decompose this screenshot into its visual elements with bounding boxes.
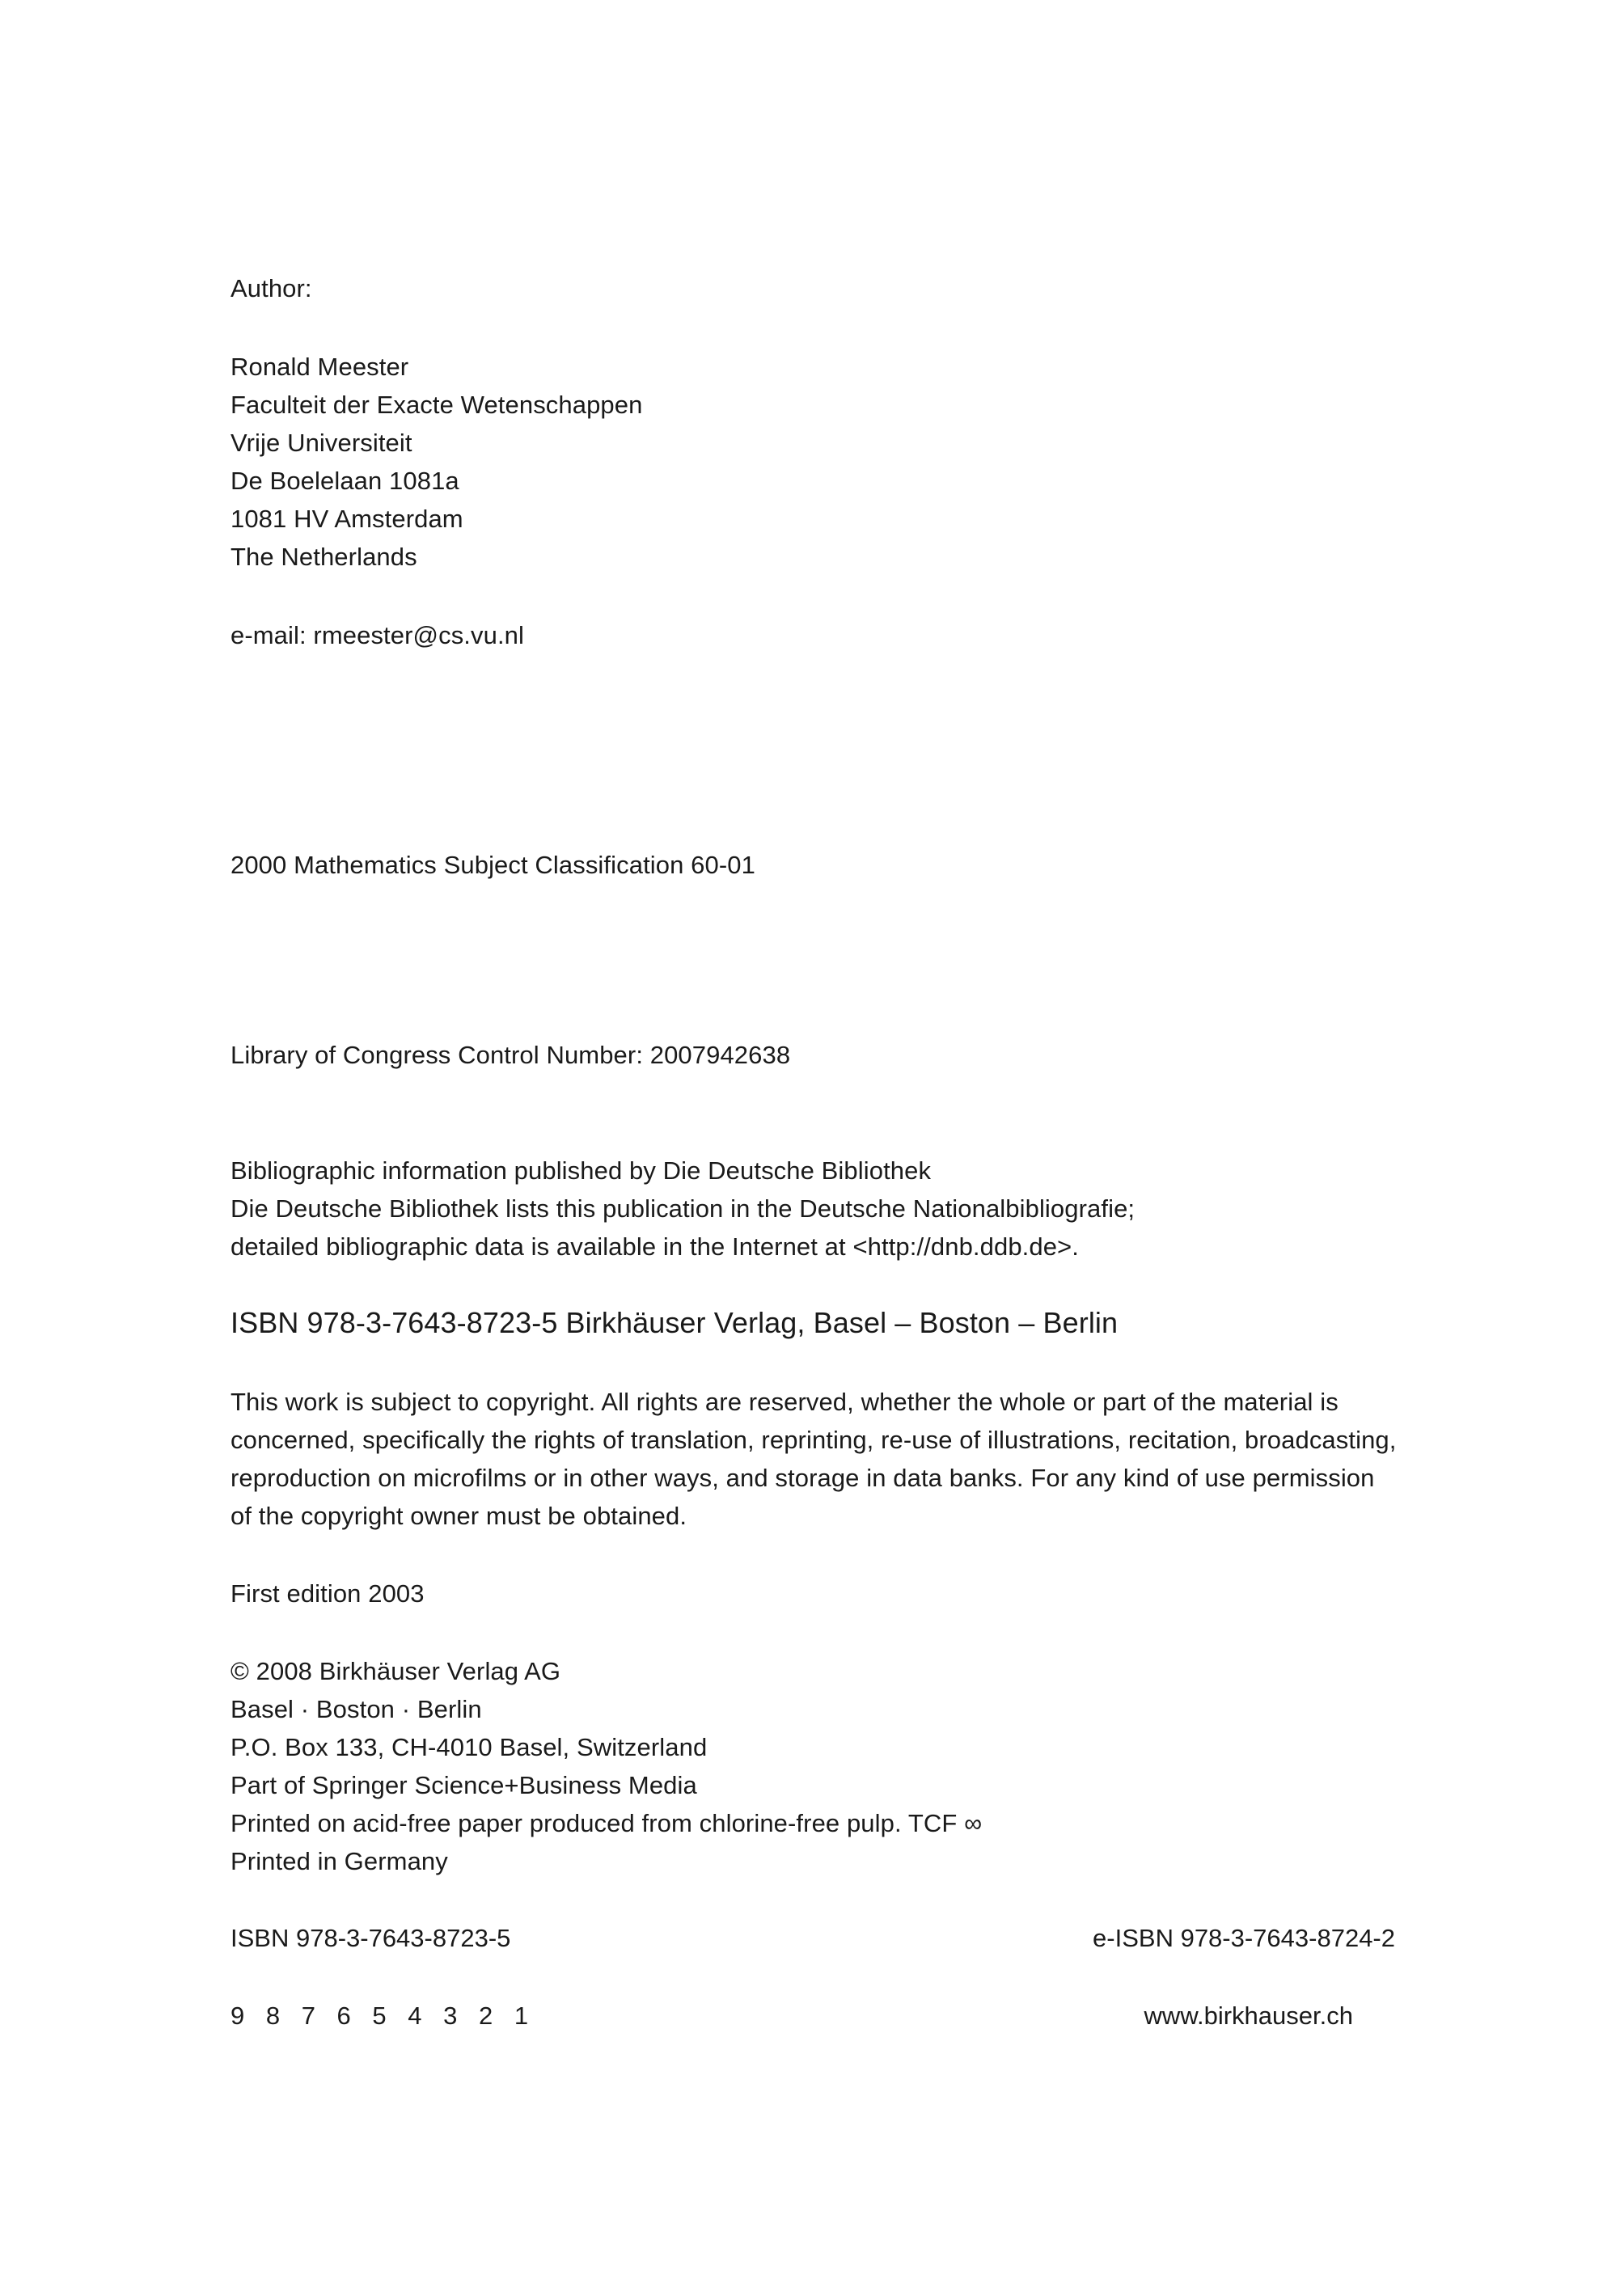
printline-row: [230, 1997, 1395, 2035]
isbn-main: ISBN 978-3-7643-8723-5 Birkhäuser Verlag, Basel – Boston – Berlin: [230, 1306, 1119, 1339]
author-email: e-mail: rmeester@cs.vu.nl: [230, 621, 524, 649]
publisher-website: www.birkhauser.ch: [1144, 2001, 1353, 2030]
copyright-notice-line: concerned, specifically the rights of translation, reprinting, re-use of illustrations, recitation, broadcasting,: [230, 1426, 1397, 1454]
address-line: Vrije Universiteit: [230, 429, 412, 457]
copyright-notice-line: of the copyright owner must be obtained.: [230, 1502, 687, 1530]
publisher-cities: Basel · Boston · Berlin: [230, 1695, 482, 1723]
loc-block: [230, 1036, 790, 1074]
print-line: 9 8 7 6 5 4 3 2 1: [230, 2001, 536, 2030]
bibliographic-line: Bibliographic information published by Die Deutsche Bibliothek: [230, 1156, 932, 1185]
classification-block: [230, 846, 755, 884]
bibliographic-block: [230, 1152, 1135, 1266]
address-line: The Netherlands: [230, 543, 417, 571]
publisher-copyright: © 2008 Birkhäuser Verlag AG: [230, 1657, 561, 1685]
paper-notice: Printed on acid-free paper produced from chlorine-free pulp. TCF ∞: [230, 1809, 983, 1837]
first-edition-block: [230, 1575, 425, 1613]
isbn-row: [230, 1919, 1395, 1957]
publisher-block: [230, 1652, 982, 1880]
publisher-address: P.O. Box 133, CH-4010 Basel, Switzerland: [230, 1733, 708, 1761]
isbn-print: ISBN 978-3-7643-8723-5: [230, 1924, 511, 1952]
bibliographic-line: Die Deutsche Bibliothek lists this publication in the Deutsche Nationalbibliografie;: [230, 1194, 1136, 1223]
email-block: [230, 616, 524, 654]
printed-in: Printed in Germany: [230, 1847, 448, 1875]
copyright-notice: [230, 1383, 1396, 1535]
bibliographic-line: detailed bibliographic data is available in the Internet at <http://dnb.ddb.de>.: [230, 1232, 1079, 1261]
author-address-block: [230, 348, 642, 576]
isbn-main-block: [230, 1304, 1118, 1342]
subject-classification: 2000 Mathematics Subject Classification 60-01: [230, 851, 755, 879]
loc-control-number: Library of Congress Control Number: 2007942638: [230, 1041, 791, 1069]
address-line: Faculteit der Exacte Wetenschappen: [230, 391, 643, 419]
publisher-parent: Part of Springer Science+Business Media: [230, 1771, 697, 1799]
first-edition: First edition 2003: [230, 1579, 425, 1608]
author-block: [230, 269, 312, 307]
author-heading: Author:: [230, 274, 312, 302]
isbn-electronic: e-ISBN 978-3-7643-8724-2: [1093, 1924, 1395, 1952]
address-line: 1081 HV Amsterdam: [230, 505, 463, 533]
author-name: Ronald Meester: [230, 353, 409, 381]
copyright-notice-line: reproduction on microfilms or in other ways, and storage in data banks. For any kind of use permission: [230, 1464, 1375, 1492]
copyright-notice-line: This work is subject to copyright. All rights are reserved, whether the whole or part of the material is: [230, 1388, 1339, 1416]
address-line: De Boelelaan 1081a: [230, 467, 459, 495]
